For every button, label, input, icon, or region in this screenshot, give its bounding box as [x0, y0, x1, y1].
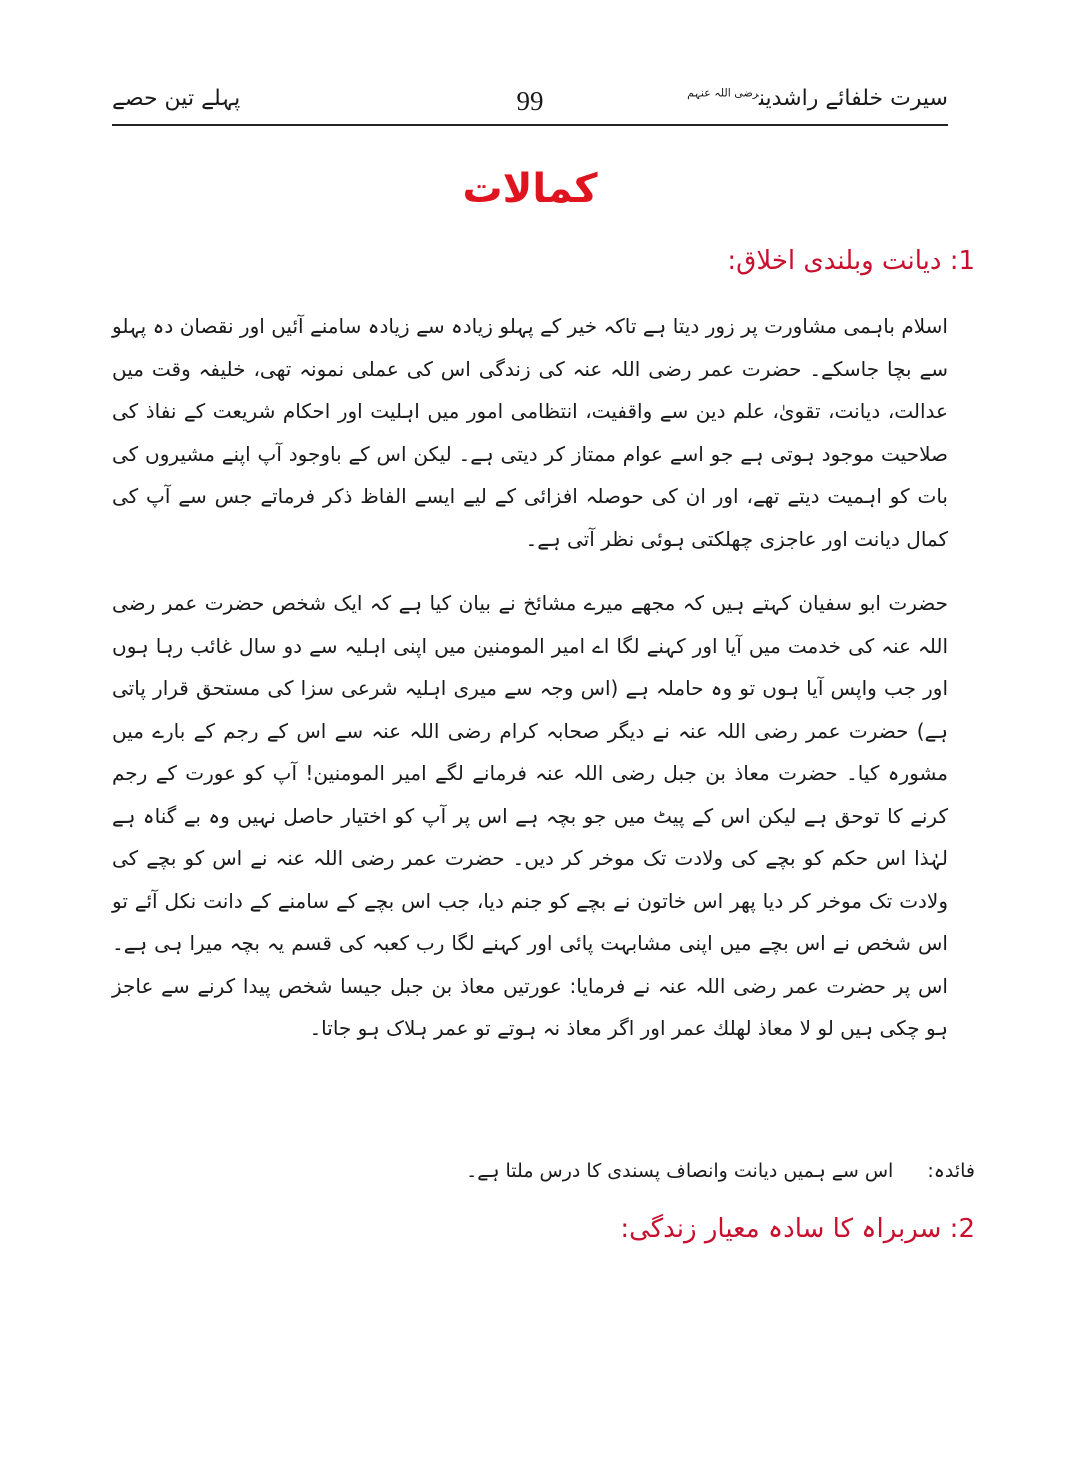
benefit-text: اس سے ہمیں دیانت وانصاف پسندی کا درس ملتا ہے۔ — [466, 1160, 894, 1182]
chapter-title: کمالات — [462, 166, 598, 212]
paragraph-consultation: اسلام باہمی مشاورت پر زور دیتا ہے تاکہ خیر کے پہلو زیادہ سے زیادہ سامنے آئیں اور نقصان دہ پہلو سے بچا جاسکے۔ حضرت عمر رضی اللہ عنہ کی زندگی اس کی عملی نمونہ تھی، خلیفہ وقت میں عدالت، دیانت، تقویٰ، علم دین سے واقفیت، انتظامی امور میں اہلیت اور احکام شریعت کے نفاذ کی صلاحیت موجود ہوتی ہے جو اسے عوام ممتاز کر دیتی ہے۔ لیکن اس کے باوجود آپ اپنے مشیروں کی بات کو اہمیت دیتے تھے، اور ان کی حوصلہ افزائی کے لیے ایسے الفاظ ذکر فرماتے جس سے آپ کی کمال دیانت اور عاجزی چھلکتی ہوئی نظر آتی ہے۔ — [112, 314, 948, 551]
book-title-text: سیرت خلفائے راشدین — [758, 86, 948, 111]
benefit-note — [466, 1160, 975, 1182]
header-part-label: پہلے تین حصے — [112, 86, 241, 111]
honorific-mark: رضی اللہ عنہم — [687, 86, 759, 100]
page-number: 99 — [516, 86, 544, 116]
paragraph-abu-sufyan-narration: حضرت ابو سفیان کہتے ہیں کہ مجھے میرے مشائخ نے بیان کیا ہے کہ ایک شخص حضرت عمر رضی اللہ عنہ کی خدمت میں آیا اور کہنے لگا اے امیر المومنین میں اپنی اہلیہ سے دو سال غائب رہا ہوں اور جب واپس آیا ہوں تو وہ حاملہ ہے (اس وجہ سے میری اہلیہ شرعی سزا کی مستحق قرار پاتی ہے) حضرت عمر رضی اللہ عنہ نے دیگر صحابہ کرام رضی اللہ عنہ سے اس کے رجم کے بارے میں مشورہ کیا۔ حضرت معاذ بن جبل رضی اللہ عنہ فرمانے لگے امیر المومنین! آپ کو عورت کے رجم کرنے کا توحق ہے لیکن اس کے پیٹ میں جو بچہ ہے اس پر آپ کو اختیار حاصل نہیں وہ بے گناہ ہے لہٰذا اس حکم کو بچے کی ولادت تک موخر کر دیں۔ حضرت عمر رضی اللہ عنہ نے اس کو بچے کی ولادت تک موخر کر دیا پھر اس خاتون نے بچے کو جنم دیا، جب اس بچے کے سامنے کے دانت نکل آئے تو اس شخص نے اس بچے میں اپنی مشابہت پائی اور کہنے لگا رب کعبہ کی قسم یہ بچہ میرا ہی ہے۔ اس پر حضرت عمر رضی اللہ عنہ نے فرمایا: عورتیں معاذ بن جبل جیسا شخص پیدا کرنے سے عاجز ہو چکی ہیں لو لا معاذ لهلك عمر اور اگر معاذ نہ ہوتے تو عمر ہلاک ہو جاتا۔ — [112, 591, 948, 1040]
section-heading-honesty: 1: دیانت وبلندی اخلاق: — [727, 246, 975, 276]
benefit-label: فائدہ: — [927, 1160, 975, 1182]
running-header — [112, 84, 948, 126]
section-heading-simple-living: 2: سربراہ کا سادہ معیار زندگی: — [620, 1214, 975, 1244]
